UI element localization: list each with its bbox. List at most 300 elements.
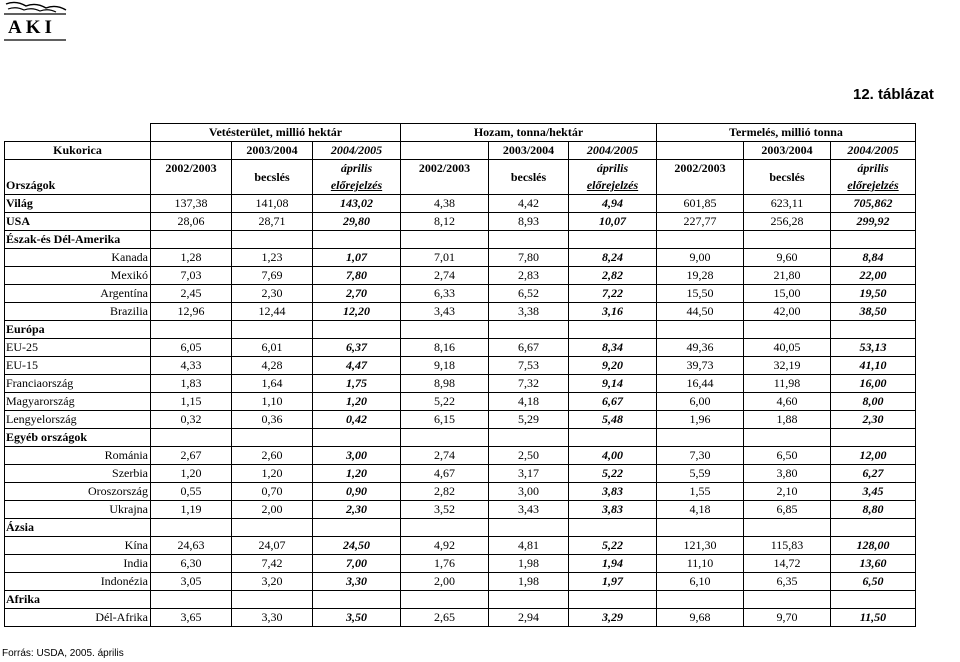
row-label: Szerbia [5, 465, 151, 483]
value-cell: 6,05 [151, 339, 232, 357]
value-cell: 1,55 [657, 483, 744, 501]
value-cell: 3,29 [569, 609, 657, 627]
value-cell: 4,47 [313, 357, 401, 375]
section-row [5, 231, 916, 249]
value-cell: 7,80 [313, 267, 401, 285]
value-cell: 3,45 [831, 483, 916, 501]
value-cell: 0,36 [232, 411, 313, 429]
value-cell: 22,00 [831, 267, 916, 285]
value-cell: 24,07 [232, 537, 313, 555]
value-cell: 3,43 [489, 501, 569, 519]
empty-cell [313, 321, 401, 339]
empty-cell [401, 519, 489, 537]
value-cell: 6,35 [744, 573, 831, 591]
empty-cell [313, 591, 401, 609]
forecast-word: előrejelzés [586, 178, 639, 192]
value-cell: 6,50 [831, 573, 916, 591]
forecast-area [313, 160, 401, 195]
row-label: Ukrajna [5, 501, 151, 519]
table-body [5, 195, 916, 627]
forecast-word: előrejelzés [847, 178, 899, 192]
value-cell: 299,92 [831, 213, 916, 231]
value-cell: 3,83 [569, 501, 657, 519]
value-cell: 6,67 [569, 393, 657, 411]
value-cell: 1,23 [232, 249, 313, 267]
value-cell: 115,83 [744, 537, 831, 555]
value-cell: 705,862 [831, 195, 916, 213]
value-cell: 5,22 [569, 537, 657, 555]
row-label: Európa [5, 321, 151, 339]
value-cell: 9,20 [569, 357, 657, 375]
value-cell: 4,94 [569, 195, 657, 213]
group-header-row [5, 124, 916, 142]
value-cell: 2,30 [831, 411, 916, 429]
value-cell: 3,38 [489, 303, 569, 321]
row-label: Egyéb országok [5, 429, 151, 447]
value-cell: 6,10 [657, 573, 744, 591]
empty-cell [569, 429, 657, 447]
value-cell: 2,65 [401, 609, 489, 627]
value-cell: 7,53 [489, 357, 569, 375]
value-cell: 7,01 [401, 249, 489, 267]
value-cell: 4,81 [489, 537, 569, 555]
value-cell: 227,77 [657, 213, 744, 231]
row-label: Franciaország [5, 375, 151, 393]
value-cell: 6,37 [313, 339, 401, 357]
year-empty [401, 142, 489, 160]
value-cell: 8,00 [831, 393, 916, 411]
corner-label: Kukorica [5, 142, 151, 160]
row-label: Mexikó [5, 267, 151, 285]
value-cell: 4,42 [489, 195, 569, 213]
aki-logo [0, 0, 72, 42]
table-row [5, 375, 916, 393]
empty-cell [232, 321, 313, 339]
value-cell: 1,83 [151, 375, 232, 393]
value-cell: 21,80 [744, 267, 831, 285]
value-cell: 12,96 [151, 303, 232, 321]
value-cell: 6,27 [831, 465, 916, 483]
row-label: Magyarország [5, 393, 151, 411]
row-label: Brazilia [5, 303, 151, 321]
value-cell: 7,30 [657, 447, 744, 465]
row-label: Indonézia [5, 573, 151, 591]
value-cell: 0,90 [313, 483, 401, 501]
value-cell: 29,80 [313, 213, 401, 231]
value-cell: 1,75 [313, 375, 401, 393]
value-cell: 0,32 [151, 411, 232, 429]
year-2003-prod: 2003/2004 [744, 142, 831, 160]
value-cell: 6,33 [401, 285, 489, 303]
value-cell: 19,50 [831, 285, 916, 303]
value-cell: 8,84 [831, 249, 916, 267]
empty-cell [401, 231, 489, 249]
row-label: Kína [5, 537, 151, 555]
value-cell: 7,69 [232, 267, 313, 285]
empty-cell [313, 519, 401, 537]
value-cell: 14,72 [744, 555, 831, 573]
value-cell: 16,44 [657, 375, 744, 393]
value-cell: 5,48 [569, 411, 657, 429]
table-row [5, 267, 916, 285]
value-cell: 2,50 [489, 447, 569, 465]
row-label: Afrika [5, 591, 151, 609]
value-cell: 1,94 [569, 555, 657, 573]
value-cell: 7,22 [569, 285, 657, 303]
value-cell: 8,98 [401, 375, 489, 393]
value-cell: 3,00 [489, 483, 569, 501]
empty-cell [831, 231, 916, 249]
table-row [5, 573, 916, 591]
year-2004-prod: 2004/2005 [831, 142, 916, 160]
year-empty [657, 142, 744, 160]
value-cell: 2,00 [401, 573, 489, 591]
empty-cell [232, 429, 313, 447]
estimate-area: becslés [232, 160, 313, 195]
value-cell: 2,10 [744, 483, 831, 501]
value-cell: 7,80 [489, 249, 569, 267]
table-row [5, 609, 916, 627]
value-cell: 6,52 [489, 285, 569, 303]
section-row [5, 591, 916, 609]
value-cell: 6,85 [744, 501, 831, 519]
year-empty [151, 142, 232, 160]
value-cell: 1,76 [401, 555, 489, 573]
value-cell: 7,03 [151, 267, 232, 285]
empty-cell [657, 321, 744, 339]
value-cell: 1,19 [151, 501, 232, 519]
value-cell: 24,50 [313, 537, 401, 555]
value-cell: 28,71 [232, 213, 313, 231]
value-cell: 49,36 [657, 339, 744, 357]
row-label: Lengyelország [5, 411, 151, 429]
row-label: Románia [5, 447, 151, 465]
empty-cell [232, 519, 313, 537]
value-cell: 19,28 [657, 267, 744, 285]
empty-cell [489, 321, 569, 339]
row-label: Oroszország [5, 483, 151, 501]
value-cell: 141,08 [232, 195, 313, 213]
empty-cell [151, 519, 232, 537]
value-cell: 2,67 [151, 447, 232, 465]
empty-cell [151, 231, 232, 249]
year-2002-area: 2002/2003 [151, 160, 232, 195]
table-row [5, 195, 916, 213]
empty-cell [489, 429, 569, 447]
value-cell: 1,10 [232, 393, 313, 411]
value-cell: 1,20 [313, 465, 401, 483]
row-label: Kanada [5, 249, 151, 267]
year-2003-area: 2003/2004 [232, 142, 313, 160]
value-cell: 7,32 [489, 375, 569, 393]
value-cell: 256,28 [744, 213, 831, 231]
value-cell: 5,22 [569, 465, 657, 483]
empty-cell [657, 519, 744, 537]
row-label: Argentína [5, 285, 151, 303]
value-cell: 41,10 [831, 357, 916, 375]
value-cell: 4,28 [232, 357, 313, 375]
value-cell: 2,00 [232, 501, 313, 519]
value-cell: 121,30 [657, 537, 744, 555]
value-cell: 53,13 [831, 339, 916, 357]
empty-cell [831, 591, 916, 609]
value-cell: 8,80 [831, 501, 916, 519]
row-label: EU-15 [5, 357, 151, 375]
forecast-month: április [340, 161, 373, 175]
value-cell: 40,05 [744, 339, 831, 357]
value-cell: 1,98 [489, 573, 569, 591]
table-row [5, 357, 916, 375]
value-cell: 12,44 [232, 303, 313, 321]
year-2002-yield: 2002/2003 [401, 160, 489, 195]
section-row [5, 429, 916, 447]
empty-cell [744, 321, 831, 339]
value-cell: 5,22 [401, 393, 489, 411]
row-label: Dél-Afrika [5, 609, 151, 627]
value-cell: 1,20 [232, 465, 313, 483]
value-cell: 3,16 [569, 303, 657, 321]
forecast-month: április [857, 161, 889, 175]
value-cell: 143,02 [313, 195, 401, 213]
group-yield: Hozam, tonna/hektár [401, 124, 657, 142]
value-cell: 1,97 [569, 573, 657, 591]
table-row [5, 285, 916, 303]
value-cell: 7,42 [232, 555, 313, 573]
empty-cell [657, 231, 744, 249]
value-cell: 4,18 [657, 501, 744, 519]
value-cell: 15,00 [744, 285, 831, 303]
table-row [5, 555, 916, 573]
value-cell: 2,83 [489, 267, 569, 285]
row-label: India [5, 555, 151, 573]
value-cell: 11,98 [744, 375, 831, 393]
value-cell: 623,11 [744, 195, 831, 213]
value-cell: 8,34 [569, 339, 657, 357]
table-row [5, 447, 916, 465]
value-cell: 11,10 [657, 555, 744, 573]
empty-cell [232, 591, 313, 609]
empty-cell [831, 429, 916, 447]
value-cell: 2,74 [401, 447, 489, 465]
value-cell: 38,50 [831, 303, 916, 321]
value-cell: 4,60 [744, 393, 831, 411]
empty-cell [569, 321, 657, 339]
value-cell: 6,67 [489, 339, 569, 357]
row-label: Észak-és Dél-Amerika [5, 231, 151, 249]
year-header-row [5, 142, 916, 160]
empty-cell [489, 519, 569, 537]
value-cell: 5,29 [489, 411, 569, 429]
value-cell: 2,30 [313, 501, 401, 519]
section-row [5, 321, 916, 339]
value-cell: 11,50 [831, 609, 916, 627]
value-cell: 8,12 [401, 213, 489, 231]
corner-empty [5, 124, 151, 142]
empty-cell [657, 591, 744, 609]
empty-cell [569, 519, 657, 537]
value-cell: 1,20 [151, 465, 232, 483]
value-cell: 24,63 [151, 537, 232, 555]
table-number: 12. táblázat [853, 86, 934, 103]
value-cell: 0,55 [151, 483, 232, 501]
value-cell: 3,17 [489, 465, 569, 483]
value-cell: 4,33 [151, 357, 232, 375]
empty-cell [744, 591, 831, 609]
forecast-prod [831, 160, 916, 195]
value-cell: 3,83 [569, 483, 657, 501]
table-row [5, 465, 916, 483]
value-cell: 10,07 [569, 213, 657, 231]
value-cell: 42,00 [744, 303, 831, 321]
value-cell: 1,28 [151, 249, 232, 267]
value-cell: 3,43 [401, 303, 489, 321]
value-cell: 6,01 [232, 339, 313, 357]
value-cell: 9,70 [744, 609, 831, 627]
value-cell: 4,92 [401, 537, 489, 555]
value-cell: 7,00 [313, 555, 401, 573]
year-2003-yield: 2003/2004 [489, 142, 569, 160]
value-cell: 6,50 [744, 447, 831, 465]
value-cell: 3,52 [401, 501, 489, 519]
estimate-yield: becslés [489, 160, 569, 195]
value-cell: 3,65 [151, 609, 232, 627]
value-cell: 1,20 [313, 393, 401, 411]
value-cell: 0,42 [313, 411, 401, 429]
row-label: EU-25 [5, 339, 151, 357]
value-cell: 4,38 [401, 195, 489, 213]
value-cell: 1,98 [489, 555, 569, 573]
estimate-prod: becslés [744, 160, 831, 195]
row-label: USA [5, 213, 151, 231]
value-cell: 3,30 [232, 609, 313, 627]
group-production: Termelés, millió tonna [657, 124, 916, 142]
value-cell: 3,00 [313, 447, 401, 465]
value-cell: 1,88 [744, 411, 831, 429]
empty-cell [489, 591, 569, 609]
empty-cell [744, 519, 831, 537]
empty-cell [569, 591, 657, 609]
value-cell: 12,00 [831, 447, 916, 465]
row-label: Világ [5, 195, 151, 213]
table-row [5, 411, 916, 429]
source-note: Forrás: USDA, 2005. április [2, 648, 124, 659]
empty-cell [401, 321, 489, 339]
forecast-word: előrejelzés [330, 178, 383, 192]
countries-label: Országok [5, 160, 151, 195]
empty-cell [313, 231, 401, 249]
value-cell: 3,80 [744, 465, 831, 483]
value-cell: 2,45 [151, 285, 232, 303]
year-2004-yield: 2004/2005 [569, 142, 657, 160]
subheader-row [5, 160, 916, 195]
empty-cell [151, 429, 232, 447]
value-cell: 2,94 [489, 609, 569, 627]
value-cell: 9,14 [569, 375, 657, 393]
value-cell: 601,85 [657, 195, 744, 213]
value-cell: 13,60 [831, 555, 916, 573]
value-cell: 9,18 [401, 357, 489, 375]
section-row [5, 519, 916, 537]
value-cell: 3,30 [313, 573, 401, 591]
value-cell: 2,70 [313, 285, 401, 303]
value-cell: 2,82 [569, 267, 657, 285]
value-cell: 128,00 [831, 537, 916, 555]
value-cell: 4,67 [401, 465, 489, 483]
value-cell: 9,68 [657, 609, 744, 627]
value-cell: 3,20 [232, 573, 313, 591]
value-cell: 12,20 [313, 303, 401, 321]
maize-table [4, 123, 916, 627]
empty-cell [569, 231, 657, 249]
value-cell: 0,70 [232, 483, 313, 501]
empty-cell [401, 591, 489, 609]
value-cell: 32,19 [744, 357, 831, 375]
empty-cell [151, 591, 232, 609]
value-cell: 8,93 [489, 213, 569, 231]
value-cell: 3,50 [313, 609, 401, 627]
value-cell: 6,00 [657, 393, 744, 411]
table-row [5, 213, 916, 231]
value-cell: 2,30 [232, 285, 313, 303]
table-row [5, 393, 916, 411]
value-cell: 2,74 [401, 267, 489, 285]
empty-cell [831, 519, 916, 537]
value-cell: 1,15 [151, 393, 232, 411]
value-cell: 1,64 [232, 375, 313, 393]
value-cell: 3,05 [151, 573, 232, 591]
empty-cell [489, 231, 569, 249]
empty-cell [401, 429, 489, 447]
value-cell: 2,60 [232, 447, 313, 465]
value-cell: 9,00 [657, 249, 744, 267]
table-row [5, 339, 916, 357]
table-row [5, 537, 916, 555]
table-row [5, 303, 916, 321]
value-cell: 1,07 [313, 249, 401, 267]
year-2004-area: 2004/2005 [313, 142, 401, 160]
value-cell: 4,18 [489, 393, 569, 411]
value-cell: 8,16 [401, 339, 489, 357]
year-2002-prod: 2002/2003 [657, 160, 744, 195]
empty-cell [831, 321, 916, 339]
value-cell: 39,73 [657, 357, 744, 375]
empty-cell [151, 321, 232, 339]
logo-text: AKI [8, 17, 56, 38]
table-row [5, 501, 916, 519]
value-cell: 16,00 [831, 375, 916, 393]
value-cell: 28,06 [151, 213, 232, 231]
table-row [5, 483, 916, 501]
forecast-yield [569, 160, 657, 195]
forecast-month: április [596, 161, 629, 175]
empty-cell [744, 429, 831, 447]
value-cell: 6,15 [401, 411, 489, 429]
empty-cell [313, 429, 401, 447]
value-cell: 15,50 [657, 285, 744, 303]
value-cell: 44,50 [657, 303, 744, 321]
empty-cell [232, 231, 313, 249]
value-cell: 5,59 [657, 465, 744, 483]
group-area: Vetésterület, millió hektár [151, 124, 401, 142]
empty-cell [744, 231, 831, 249]
value-cell: 6,30 [151, 555, 232, 573]
value-cell: 137,38 [151, 195, 232, 213]
value-cell: 9,60 [744, 249, 831, 267]
empty-cell [657, 429, 744, 447]
value-cell: 8,24 [569, 249, 657, 267]
value-cell: 4,00 [569, 447, 657, 465]
value-cell: 2,82 [401, 483, 489, 501]
